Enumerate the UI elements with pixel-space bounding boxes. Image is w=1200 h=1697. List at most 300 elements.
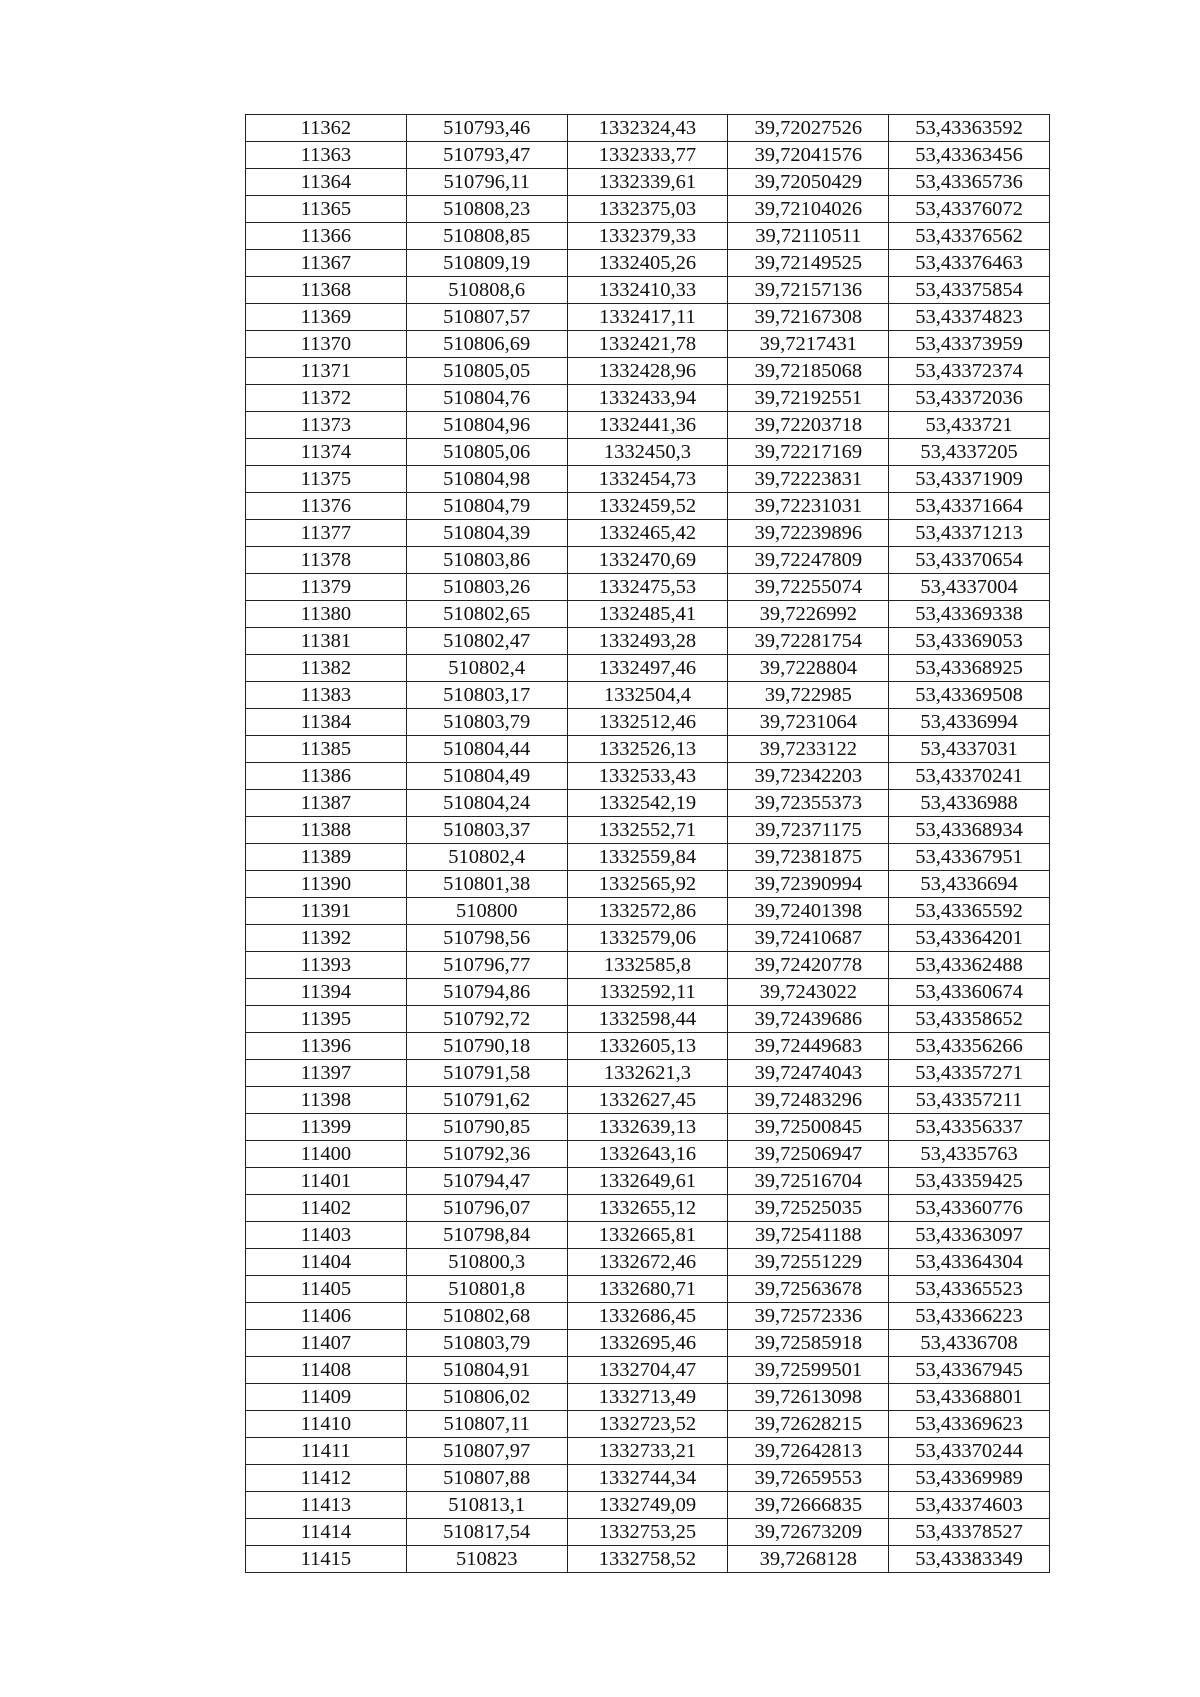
y-coordinate-cell: 1332749,09 [567, 1492, 728, 1519]
latitude-cell: 53,43365592 [889, 898, 1050, 925]
point-number-cell: 11373 [246, 412, 407, 439]
longitude-cell: 39,72239896 [728, 520, 889, 547]
y-coordinate-cell: 1332592,11 [567, 979, 728, 1006]
latitude-cell: 53,43368801 [889, 1384, 1050, 1411]
x-coordinate-cell: 510793,47 [406, 142, 567, 169]
x-coordinate-cell: 510803,79 [406, 709, 567, 736]
y-coordinate-cell: 1332733,21 [567, 1438, 728, 1465]
x-coordinate-cell: 510796,77 [406, 952, 567, 979]
table-row [246, 1060, 1050, 1087]
y-coordinate-cell: 1332753,25 [567, 1519, 728, 1546]
x-coordinate-cell: 510807,57 [406, 304, 567, 331]
table-row [246, 790, 1050, 817]
table-row [246, 115, 1050, 142]
x-coordinate-cell: 510807,88 [406, 1465, 567, 1492]
point-number-cell: 11375 [246, 466, 407, 493]
latitude-cell: 53,43367951 [889, 844, 1050, 871]
longitude-cell: 39,72381875 [728, 844, 889, 871]
point-number-cell: 11401 [246, 1168, 407, 1195]
y-coordinate-cell: 1332450,3 [567, 439, 728, 466]
longitude-cell: 39,72525035 [728, 1195, 889, 1222]
y-coordinate-cell: 1332542,19 [567, 790, 728, 817]
longitude-cell: 39,72050429 [728, 169, 889, 196]
longitude-cell: 39,72104026 [728, 196, 889, 223]
point-number-cell: 11371 [246, 358, 407, 385]
table-row [246, 1330, 1050, 1357]
latitude-cell: 53,43369989 [889, 1465, 1050, 1492]
x-coordinate-cell: 510807,11 [406, 1411, 567, 1438]
y-coordinate-cell: 1332375,03 [567, 196, 728, 223]
x-coordinate-cell: 510809,19 [406, 250, 567, 277]
latitude-cell: 53,43371909 [889, 466, 1050, 493]
table-row [246, 277, 1050, 304]
longitude-cell: 39,72541188 [728, 1222, 889, 1249]
longitude-cell: 39,72217169 [728, 439, 889, 466]
table-row [246, 952, 1050, 979]
latitude-cell: 53,43369623 [889, 1411, 1050, 1438]
longitude-cell: 39,72342203 [728, 763, 889, 790]
point-number-cell: 11369 [246, 304, 407, 331]
y-coordinate-cell: 1332512,46 [567, 709, 728, 736]
latitude-cell: 53,43363592 [889, 115, 1050, 142]
x-coordinate-cell: 510794,86 [406, 979, 567, 1006]
x-coordinate-cell: 510790,85 [406, 1114, 567, 1141]
table-row [246, 466, 1050, 493]
y-coordinate-cell: 1332672,46 [567, 1249, 728, 1276]
longitude-cell: 39,72449683 [728, 1033, 889, 1060]
y-coordinate-cell: 1332758,52 [567, 1546, 728, 1573]
y-coordinate-cell: 1332433,94 [567, 385, 728, 412]
point-number-cell: 11378 [246, 547, 407, 574]
longitude-cell: 39,7217431 [728, 331, 889, 358]
point-number-cell: 11400 [246, 1141, 407, 1168]
y-coordinate-cell: 1332744,34 [567, 1465, 728, 1492]
table-row [246, 925, 1050, 952]
y-coordinate-cell: 1332585,8 [567, 952, 728, 979]
point-number-cell: 11408 [246, 1357, 407, 1384]
latitude-cell: 53,43375854 [889, 277, 1050, 304]
table-row [246, 223, 1050, 250]
table-row [246, 169, 1050, 196]
latitude-cell: 53,4337004 [889, 574, 1050, 601]
x-coordinate-cell: 510805,06 [406, 439, 567, 466]
x-coordinate-cell: 510796,07 [406, 1195, 567, 1222]
table-row [246, 601, 1050, 628]
x-coordinate-cell: 510804,44 [406, 736, 567, 763]
x-coordinate-cell: 510804,24 [406, 790, 567, 817]
point-number-cell: 11383 [246, 682, 407, 709]
longitude-cell: 39,72516704 [728, 1168, 889, 1195]
y-coordinate-cell: 1332680,71 [567, 1276, 728, 1303]
latitude-cell: 53,43369338 [889, 601, 1050, 628]
table-row [246, 1519, 1050, 1546]
longitude-cell: 39,72110511 [728, 223, 889, 250]
table-row [246, 1438, 1050, 1465]
y-coordinate-cell: 1332417,11 [567, 304, 728, 331]
x-coordinate-cell: 510804,96 [406, 412, 567, 439]
latitude-cell: 53,43373959 [889, 331, 1050, 358]
x-coordinate-cell: 510800 [406, 898, 567, 925]
point-number-cell: 11403 [246, 1222, 407, 1249]
y-coordinate-cell: 1332454,73 [567, 466, 728, 493]
table-row [246, 682, 1050, 709]
x-coordinate-cell: 510803,37 [406, 817, 567, 844]
latitude-cell: 53,43362488 [889, 952, 1050, 979]
y-coordinate-cell: 1332441,36 [567, 412, 728, 439]
table-row [246, 520, 1050, 547]
latitude-cell: 53,43383349 [889, 1546, 1050, 1573]
longitude-cell: 39,72599501 [728, 1357, 889, 1384]
point-number-cell: 11411 [246, 1438, 407, 1465]
y-coordinate-cell: 1332485,41 [567, 601, 728, 628]
point-number-cell: 11374 [246, 439, 407, 466]
x-coordinate-cell: 510804,76 [406, 385, 567, 412]
latitude-cell: 53,43365736 [889, 169, 1050, 196]
y-coordinate-cell: 1332324,43 [567, 115, 728, 142]
latitude-cell: 53,43367945 [889, 1357, 1050, 1384]
y-coordinate-cell: 1332504,4 [567, 682, 728, 709]
point-number-cell: 11362 [246, 115, 407, 142]
point-number-cell: 11364 [246, 169, 407, 196]
point-number-cell: 11376 [246, 493, 407, 520]
latitude-cell: 53,4337031 [889, 736, 1050, 763]
latitude-cell: 53,43364304 [889, 1249, 1050, 1276]
longitude-cell: 39,72401398 [728, 898, 889, 925]
longitude-cell: 39,72585918 [728, 1330, 889, 1357]
y-coordinate-cell: 1332470,69 [567, 547, 728, 574]
latitude-cell: 53,43376463 [889, 250, 1050, 277]
latitude-cell: 53,43371213 [889, 520, 1050, 547]
x-coordinate-cell: 510805,05 [406, 358, 567, 385]
point-number-cell: 11406 [246, 1303, 407, 1330]
longitude-cell: 39,72157136 [728, 277, 889, 304]
longitude-cell: 39,72355373 [728, 790, 889, 817]
table-row [246, 547, 1050, 574]
latitude-cell: 53,433721 [889, 412, 1050, 439]
x-coordinate-cell: 510790,18 [406, 1033, 567, 1060]
point-number-cell: 11394 [246, 979, 407, 1006]
point-number-cell: 11393 [246, 952, 407, 979]
point-number-cell: 11366 [246, 223, 407, 250]
y-coordinate-cell: 1332643,16 [567, 1141, 728, 1168]
latitude-cell: 53,43368934 [889, 817, 1050, 844]
table-row [246, 898, 1050, 925]
x-coordinate-cell: 510802,68 [406, 1303, 567, 1330]
point-number-cell: 11388 [246, 817, 407, 844]
latitude-cell: 53,43372036 [889, 385, 1050, 412]
table-row [246, 439, 1050, 466]
y-coordinate-cell: 1332333,77 [567, 142, 728, 169]
latitude-cell: 53,43357271 [889, 1060, 1050, 1087]
y-coordinate-cell: 1332579,06 [567, 925, 728, 952]
y-coordinate-cell: 1332428,96 [567, 358, 728, 385]
y-coordinate-cell: 1332526,13 [567, 736, 728, 763]
x-coordinate-cell: 510808,85 [406, 223, 567, 250]
x-coordinate-cell: 510792,36 [406, 1141, 567, 1168]
table-row [246, 1087, 1050, 1114]
latitude-cell: 53,4336988 [889, 790, 1050, 817]
latitude-cell: 53,4336708 [889, 1330, 1050, 1357]
longitude-cell: 39,72410687 [728, 925, 889, 952]
point-number-cell: 11387 [246, 790, 407, 817]
longitude-cell: 39,72167308 [728, 304, 889, 331]
table-row [246, 304, 1050, 331]
y-coordinate-cell: 1332421,78 [567, 331, 728, 358]
table-row [246, 979, 1050, 1006]
longitude-cell: 39,72192551 [728, 385, 889, 412]
longitude-cell: 39,72474043 [728, 1060, 889, 1087]
table-row [246, 817, 1050, 844]
point-number-cell: 11368 [246, 277, 407, 304]
table-row [246, 142, 1050, 169]
point-number-cell: 11392 [246, 925, 407, 952]
table-row [246, 736, 1050, 763]
y-coordinate-cell: 1332497,46 [567, 655, 728, 682]
x-coordinate-cell: 510806,02 [406, 1384, 567, 1411]
latitude-cell: 53,43370241 [889, 763, 1050, 790]
x-coordinate-cell: 510808,23 [406, 196, 567, 223]
x-coordinate-cell: 510804,39 [406, 520, 567, 547]
y-coordinate-cell: 1332627,45 [567, 1087, 728, 1114]
longitude-cell: 39,72551229 [728, 1249, 889, 1276]
x-coordinate-cell: 510803,26 [406, 574, 567, 601]
x-coordinate-cell: 510803,86 [406, 547, 567, 574]
y-coordinate-cell: 1332598,44 [567, 1006, 728, 1033]
y-coordinate-cell: 1332655,12 [567, 1195, 728, 1222]
point-number-cell: 11390 [246, 871, 407, 898]
x-coordinate-cell: 510817,54 [406, 1519, 567, 1546]
y-coordinate-cell: 1332533,43 [567, 763, 728, 790]
latitude-cell: 53,43356266 [889, 1033, 1050, 1060]
longitude-cell: 39,72666835 [728, 1492, 889, 1519]
table-row [246, 1141, 1050, 1168]
y-coordinate-cell: 1332686,45 [567, 1303, 728, 1330]
latitude-cell: 53,43368925 [889, 655, 1050, 682]
point-number-cell: 11396 [246, 1033, 407, 1060]
x-coordinate-cell: 510813,1 [406, 1492, 567, 1519]
point-number-cell: 11409 [246, 1384, 407, 1411]
table-row [246, 1384, 1050, 1411]
longitude-cell: 39,722985 [728, 682, 889, 709]
table-row [246, 655, 1050, 682]
x-coordinate-cell: 510802,47 [406, 628, 567, 655]
table-row [246, 196, 1050, 223]
longitude-cell: 39,72628215 [728, 1411, 889, 1438]
x-coordinate-cell: 510804,98 [406, 466, 567, 493]
point-number-cell: 11382 [246, 655, 407, 682]
longitude-cell: 39,72483296 [728, 1087, 889, 1114]
longitude-cell: 39,72420778 [728, 952, 889, 979]
longitude-cell: 39,72613098 [728, 1384, 889, 1411]
longitude-cell: 39,72281754 [728, 628, 889, 655]
table-row [246, 1222, 1050, 1249]
y-coordinate-cell: 1332493,28 [567, 628, 728, 655]
latitude-cell: 53,43363097 [889, 1222, 1050, 1249]
point-number-cell: 11381 [246, 628, 407, 655]
table-row [246, 412, 1050, 439]
point-number-cell: 11365 [246, 196, 407, 223]
table-row [246, 331, 1050, 358]
y-coordinate-cell: 1332605,13 [567, 1033, 728, 1060]
x-coordinate-cell: 510802,4 [406, 844, 567, 871]
x-coordinate-cell: 510801,8 [406, 1276, 567, 1303]
longitude-cell: 39,72439686 [728, 1006, 889, 1033]
longitude-cell: 39,72572336 [728, 1303, 889, 1330]
point-number-cell: 11413 [246, 1492, 407, 1519]
x-coordinate-cell: 510793,46 [406, 115, 567, 142]
table-row [246, 1465, 1050, 1492]
longitude-cell: 39,72659553 [728, 1465, 889, 1492]
table-row [246, 1033, 1050, 1060]
point-number-cell: 11415 [246, 1546, 407, 1573]
latitude-cell: 53,4336994 [889, 709, 1050, 736]
y-coordinate-cell: 1332704,47 [567, 1357, 728, 1384]
table-row [246, 1546, 1050, 1573]
x-coordinate-cell: 510806,69 [406, 331, 567, 358]
table-row [246, 1303, 1050, 1330]
table-row [246, 385, 1050, 412]
coordinates-table-body [246, 115, 1050, 1573]
point-number-cell: 11386 [246, 763, 407, 790]
longitude-cell: 39,7231064 [728, 709, 889, 736]
latitude-cell: 53,43356337 [889, 1114, 1050, 1141]
latitude-cell: 53,43360776 [889, 1195, 1050, 1222]
point-number-cell: 11377 [246, 520, 407, 547]
x-coordinate-cell: 510808,6 [406, 277, 567, 304]
point-number-cell: 11389 [246, 844, 407, 871]
y-coordinate-cell: 1332552,71 [567, 817, 728, 844]
x-coordinate-cell: 510794,47 [406, 1168, 567, 1195]
y-coordinate-cell: 1332405,26 [567, 250, 728, 277]
longitude-cell: 39,72223831 [728, 466, 889, 493]
x-coordinate-cell: 510804,49 [406, 763, 567, 790]
longitude-cell: 39,7243022 [728, 979, 889, 1006]
y-coordinate-cell: 1332559,84 [567, 844, 728, 871]
y-coordinate-cell: 1332723,52 [567, 1411, 728, 1438]
table-row [246, 1276, 1050, 1303]
x-coordinate-cell: 510823 [406, 1546, 567, 1573]
y-coordinate-cell: 1332410,33 [567, 277, 728, 304]
y-coordinate-cell: 1332565,92 [567, 871, 728, 898]
point-number-cell: 11380 [246, 601, 407, 628]
table-row [246, 250, 1050, 277]
point-number-cell: 11404 [246, 1249, 407, 1276]
x-coordinate-cell: 510801,38 [406, 871, 567, 898]
table-row [246, 1195, 1050, 1222]
table-row [246, 871, 1050, 898]
x-coordinate-cell: 510791,58 [406, 1060, 567, 1087]
table-row [246, 844, 1050, 871]
table-row [246, 1492, 1050, 1519]
longitude-cell: 39,72390994 [728, 871, 889, 898]
point-number-cell: 11402 [246, 1195, 407, 1222]
x-coordinate-cell: 510803,79 [406, 1330, 567, 1357]
latitude-cell: 53,43365523 [889, 1276, 1050, 1303]
longitude-cell: 39,7228804 [728, 655, 889, 682]
longitude-cell: 39,72247809 [728, 547, 889, 574]
longitude-cell: 39,72506947 [728, 1141, 889, 1168]
latitude-cell: 53,43369053 [889, 628, 1050, 655]
x-coordinate-cell: 510798,84 [406, 1222, 567, 1249]
point-number-cell: 11385 [246, 736, 407, 763]
x-coordinate-cell: 510796,11 [406, 169, 567, 196]
y-coordinate-cell: 1332695,46 [567, 1330, 728, 1357]
latitude-cell: 53,43374603 [889, 1492, 1050, 1519]
longitude-cell: 39,7226992 [728, 601, 889, 628]
latitude-cell: 53,43370654 [889, 547, 1050, 574]
table-row [246, 1357, 1050, 1384]
x-coordinate-cell: 510800,3 [406, 1249, 567, 1276]
latitude-cell: 53,43370244 [889, 1438, 1050, 1465]
point-number-cell: 11391 [246, 898, 407, 925]
y-coordinate-cell: 1332379,33 [567, 223, 728, 250]
point-number-cell: 11367 [246, 250, 407, 277]
table-row [246, 493, 1050, 520]
point-number-cell: 11370 [246, 331, 407, 358]
table-row [246, 358, 1050, 385]
latitude-cell: 53,43363456 [889, 142, 1050, 169]
latitude-cell: 53,4337205 [889, 439, 1050, 466]
longitude-cell: 39,72041576 [728, 142, 889, 169]
table-row [246, 709, 1050, 736]
x-coordinate-cell: 510804,79 [406, 493, 567, 520]
table-row [246, 1168, 1050, 1195]
point-number-cell: 11397 [246, 1060, 407, 1087]
latitude-cell: 53,43374823 [889, 304, 1050, 331]
point-number-cell: 11395 [246, 1006, 407, 1033]
longitude-cell: 39,72203718 [728, 412, 889, 439]
longitude-cell: 39,72231031 [728, 493, 889, 520]
latitude-cell: 53,43357211 [889, 1087, 1050, 1114]
x-coordinate-cell: 510807,97 [406, 1438, 567, 1465]
y-coordinate-cell: 1332713,49 [567, 1384, 728, 1411]
table-row [246, 1006, 1050, 1033]
x-coordinate-cell: 510804,91 [406, 1357, 567, 1384]
point-number-cell: 11405 [246, 1276, 407, 1303]
point-number-cell: 11384 [246, 709, 407, 736]
x-coordinate-cell: 510798,56 [406, 925, 567, 952]
table-row [246, 628, 1050, 655]
latitude-cell: 53,4335763 [889, 1141, 1050, 1168]
longitude-cell: 39,7268128 [728, 1546, 889, 1573]
x-coordinate-cell: 510802,4 [406, 655, 567, 682]
coordinates-table [245, 114, 1050, 1573]
y-coordinate-cell: 1332665,81 [567, 1222, 728, 1249]
latitude-cell: 53,43359425 [889, 1168, 1050, 1195]
longitude-cell: 39,72563678 [728, 1276, 889, 1303]
y-coordinate-cell: 1332621,3 [567, 1060, 728, 1087]
longitude-cell: 39,72500845 [728, 1114, 889, 1141]
longitude-cell: 39,72185068 [728, 358, 889, 385]
longitude-cell: 39,72371175 [728, 817, 889, 844]
table-row [246, 574, 1050, 601]
point-number-cell: 11363 [246, 142, 407, 169]
point-number-cell: 11412 [246, 1465, 407, 1492]
x-coordinate-cell: 510803,17 [406, 682, 567, 709]
table-row [246, 763, 1050, 790]
y-coordinate-cell: 1332339,61 [567, 169, 728, 196]
point-number-cell: 11414 [246, 1519, 407, 1546]
longitude-cell: 39,72255074 [728, 574, 889, 601]
y-coordinate-cell: 1332465,42 [567, 520, 728, 547]
y-coordinate-cell: 1332639,13 [567, 1114, 728, 1141]
longitude-cell: 39,72027526 [728, 115, 889, 142]
longitude-cell: 39,72642813 [728, 1438, 889, 1465]
point-number-cell: 11399 [246, 1114, 407, 1141]
longitude-cell: 39,7233122 [728, 736, 889, 763]
latitude-cell: 53,43371664 [889, 493, 1050, 520]
point-number-cell: 11379 [246, 574, 407, 601]
